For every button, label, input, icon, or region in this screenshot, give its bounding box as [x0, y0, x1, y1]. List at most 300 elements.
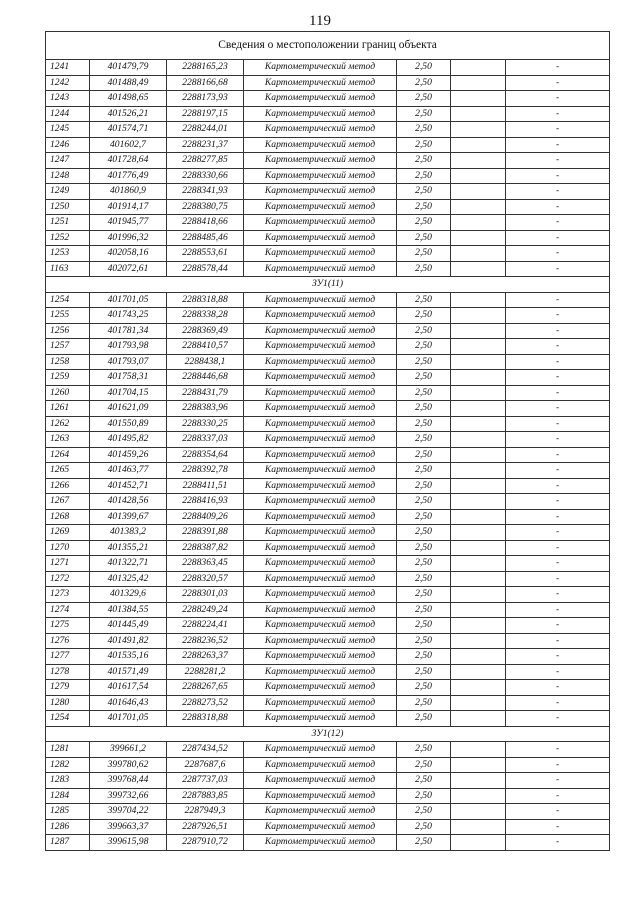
- accuracy-cell: 2,50: [397, 137, 451, 153]
- table-row: [46, 680, 610, 696]
- extra-cell: [451, 432, 506, 448]
- coord-y-cell: 2288338,28: [167, 308, 244, 324]
- method-cell: Картометрический метод: [244, 680, 397, 696]
- coord-y-cell: 2288231,37: [167, 137, 244, 153]
- point-number-cell: 1254: [46, 292, 90, 308]
- extra-cell: [451, 463, 506, 479]
- method-cell: Картометрический метод: [244, 788, 397, 804]
- extra-cell: [451, 292, 506, 308]
- accuracy-cell: 2,50: [397, 649, 451, 665]
- coord-y-cell: 2288173,93: [167, 91, 244, 107]
- point-number-cell: 1242: [46, 75, 90, 91]
- table-row: [46, 633, 610, 649]
- note-cell: -: [506, 649, 610, 665]
- table-row: [46, 463, 610, 479]
- table-body: [46, 32, 610, 851]
- note-cell: -: [506, 308, 610, 324]
- extra-cell: [451, 680, 506, 696]
- table-row: [46, 819, 610, 835]
- method-cell: Картометрический метод: [244, 664, 397, 680]
- coord-y-cell: 2288438,1: [167, 354, 244, 370]
- coord-x-cell: 401646,43: [90, 695, 167, 711]
- note-cell: -: [506, 416, 610, 432]
- note-cell: -: [506, 618, 610, 634]
- method-cell: Картометрический метод: [244, 60, 397, 76]
- coord-y-cell: 2288197,15: [167, 106, 244, 122]
- table-row: [46, 416, 610, 432]
- point-number-cell: 1273: [46, 587, 90, 603]
- coord-x-cell: 399704,22: [90, 804, 167, 820]
- coord-y-cell: 2288409,26: [167, 509, 244, 525]
- accuracy-cell: 2,50: [397, 819, 451, 835]
- accuracy-cell: 2,50: [397, 447, 451, 463]
- extra-cell: [451, 664, 506, 680]
- accuracy-cell: 2,50: [397, 246, 451, 262]
- coord-x-cell: 401776,49: [90, 168, 167, 184]
- coord-x-cell: 401445,49: [90, 618, 167, 634]
- accuracy-cell: 2,50: [397, 695, 451, 711]
- coord-x-cell: 401495,82: [90, 432, 167, 448]
- coord-x-cell: 401383,2: [90, 525, 167, 541]
- extra-cell: [451, 587, 506, 603]
- accuracy-cell: 2,50: [397, 91, 451, 107]
- extra-cell: [451, 509, 506, 525]
- method-cell: Картометрический метод: [244, 215, 397, 231]
- coord-y-cell: 2288337,03: [167, 432, 244, 448]
- note-cell: -: [506, 664, 610, 680]
- note-cell: -: [506, 556, 610, 572]
- note-cell: -: [506, 184, 610, 200]
- coord-y-cell: 2288416,93: [167, 494, 244, 510]
- method-cell: Картометрический метод: [244, 804, 397, 820]
- method-cell: Картометрический метод: [244, 122, 397, 138]
- point-number-cell: 1271: [46, 556, 90, 572]
- extra-cell: [451, 246, 506, 262]
- extra-cell: [451, 416, 506, 432]
- accuracy-cell: 2,50: [397, 571, 451, 587]
- point-number-cell: 1250: [46, 199, 90, 215]
- method-cell: Картометрический метод: [244, 757, 397, 773]
- method-cell: Картометрический метод: [244, 571, 397, 587]
- coord-x-cell: 401743,25: [90, 308, 167, 324]
- coord-y-cell: 2288166,68: [167, 75, 244, 91]
- table-row: [46, 75, 610, 91]
- table-row: [46, 509, 610, 525]
- point-number-cell: 1275: [46, 618, 90, 634]
- table-row: [46, 773, 610, 789]
- table-row: [46, 447, 610, 463]
- note-cell: -: [506, 168, 610, 184]
- point-number-cell: 1267: [46, 494, 90, 510]
- point-number-cell: 1270: [46, 540, 90, 556]
- method-cell: Картометрический метод: [244, 137, 397, 153]
- title-row: [46, 32, 610, 60]
- coord-x-cell: 401526,21: [90, 106, 167, 122]
- method-cell: Картометрический метод: [244, 168, 397, 184]
- coord-x-cell: 401498,65: [90, 91, 167, 107]
- coord-y-cell: 2288392,78: [167, 463, 244, 479]
- method-cell: Картометрический метод: [244, 633, 397, 649]
- accuracy-cell: 2,50: [397, 184, 451, 200]
- accuracy-cell: 2,50: [397, 401, 451, 417]
- table-row: [46, 168, 610, 184]
- coord-y-cell: 2288363,45: [167, 556, 244, 572]
- accuracy-cell: 2,50: [397, 199, 451, 215]
- note-cell: -: [506, 354, 610, 370]
- point-number-cell: 1266: [46, 478, 90, 494]
- table-row: [46, 339, 610, 355]
- accuracy-cell: 2,50: [397, 602, 451, 618]
- table-row: [46, 757, 610, 773]
- coord-y-cell: 2288330,66: [167, 168, 244, 184]
- note-cell: -: [506, 602, 610, 618]
- table-row: [46, 106, 610, 122]
- coord-x-cell: 401329,6: [90, 587, 167, 603]
- coord-x-cell: 401996,32: [90, 230, 167, 246]
- method-cell: Картометрический метод: [244, 463, 397, 479]
- coord-x-cell: 401914,17: [90, 199, 167, 215]
- table-row: [46, 261, 610, 277]
- accuracy-cell: 2,50: [397, 587, 451, 603]
- point-number-cell: 1260: [46, 385, 90, 401]
- method-cell: Картометрический метод: [244, 308, 397, 324]
- coord-y-cell: 2288318,88: [167, 292, 244, 308]
- coord-x-cell: 401399,67: [90, 509, 167, 525]
- accuracy-cell: 2,50: [397, 308, 451, 324]
- point-number-cell: 1255: [46, 308, 90, 324]
- coord-x-cell: 401459,26: [90, 447, 167, 463]
- extra-cell: [451, 370, 506, 386]
- note-cell: -: [506, 447, 610, 463]
- point-number-cell: 1269: [46, 525, 90, 541]
- point-number-cell: 1262: [46, 416, 90, 432]
- note-cell: -: [506, 323, 610, 339]
- note-cell: -: [506, 742, 610, 758]
- coord-y-cell: 2287883,85: [167, 788, 244, 804]
- extra-cell: [451, 106, 506, 122]
- method-cell: Картометрический метод: [244, 432, 397, 448]
- point-number-cell: 1258: [46, 354, 90, 370]
- coord-x-cell: 401621,09: [90, 401, 167, 417]
- point-number-cell: 1243: [46, 91, 90, 107]
- note-cell: -: [506, 401, 610, 417]
- accuracy-cell: 2,50: [397, 742, 451, 758]
- note-cell: -: [506, 292, 610, 308]
- coord-x-cell: 401355,21: [90, 540, 167, 556]
- note-cell: -: [506, 540, 610, 556]
- method-cell: Картометрический метод: [244, 153, 397, 169]
- accuracy-cell: 2,50: [397, 75, 451, 91]
- coord-y-cell: 2288369,49: [167, 323, 244, 339]
- table-row: [46, 354, 610, 370]
- method-cell: Картометрический метод: [244, 184, 397, 200]
- extra-cell: [451, 804, 506, 820]
- point-number-cell: 1279: [46, 680, 90, 696]
- table-row: [46, 91, 610, 107]
- extra-cell: [451, 742, 506, 758]
- method-cell: Картометрический метод: [244, 292, 397, 308]
- table-row: [46, 742, 610, 758]
- coord-y-cell: 2288301,03: [167, 587, 244, 603]
- extra-cell: [451, 819, 506, 835]
- extra-cell: [451, 478, 506, 494]
- table-row: [46, 711, 610, 727]
- accuracy-cell: 2,50: [397, 478, 451, 494]
- method-cell: Картометрический метод: [244, 106, 397, 122]
- extra-cell: [451, 261, 506, 277]
- method-cell: Картометрический метод: [244, 385, 397, 401]
- coord-x-cell: 401452,71: [90, 478, 167, 494]
- coord-y-cell: 2288330,25: [167, 416, 244, 432]
- table-row: [46, 323, 610, 339]
- table-title: Сведения о местоположении границ объекта: [46, 32, 610, 60]
- accuracy-cell: 2,50: [397, 525, 451, 541]
- point-number-cell: 1163: [46, 261, 90, 277]
- extra-cell: [451, 354, 506, 370]
- note-cell: -: [506, 773, 610, 789]
- extra-cell: [451, 385, 506, 401]
- accuracy-cell: 2,50: [397, 323, 451, 339]
- note-cell: -: [506, 91, 610, 107]
- note-cell: -: [506, 463, 610, 479]
- coord-y-cell: 2288277,85: [167, 153, 244, 169]
- coord-y-cell: 2288354,64: [167, 447, 244, 463]
- extra-cell: [451, 60, 506, 76]
- point-number-cell: 1272: [46, 571, 90, 587]
- note-cell: -: [506, 711, 610, 727]
- extra-cell: [451, 323, 506, 339]
- coord-y-cell: 2288418,66: [167, 215, 244, 231]
- extra-cell: [451, 137, 506, 153]
- extra-cell: [451, 618, 506, 634]
- coord-y-cell: 2288553,61: [167, 246, 244, 262]
- coord-x-cell: 401860,9: [90, 184, 167, 200]
- coord-y-cell: 2287910,72: [167, 835, 244, 851]
- coord-x-cell: 401602,7: [90, 137, 167, 153]
- table-row: [46, 618, 610, 634]
- coord-y-cell: 2288281,2: [167, 664, 244, 680]
- method-cell: Картометрический метод: [244, 695, 397, 711]
- coord-y-cell: 2287434,52: [167, 742, 244, 758]
- accuracy-cell: 2,50: [397, 432, 451, 448]
- section-row: [46, 726, 610, 742]
- accuracy-cell: 2,50: [397, 509, 451, 525]
- extra-cell: [451, 122, 506, 138]
- method-cell: Картометрический метод: [244, 835, 397, 851]
- point-number-cell: 1261: [46, 401, 90, 417]
- section-row: [46, 277, 610, 293]
- coord-x-cell: 401491,82: [90, 633, 167, 649]
- accuracy-cell: 2,50: [397, 556, 451, 572]
- point-number-cell: 1276: [46, 633, 90, 649]
- point-number-cell: 1259: [46, 370, 90, 386]
- extra-cell: [451, 215, 506, 231]
- coord-x-cell: 402058,16: [90, 246, 167, 262]
- point-number-cell: 1246: [46, 137, 90, 153]
- note-cell: -: [506, 106, 610, 122]
- coord-y-cell: 2288267,65: [167, 680, 244, 696]
- point-number-cell: 1244: [46, 106, 90, 122]
- note-cell: -: [506, 804, 610, 820]
- accuracy-cell: 2,50: [397, 106, 451, 122]
- method-cell: Картометрический метод: [244, 742, 397, 758]
- method-cell: Картометрический метод: [244, 773, 397, 789]
- table-row: [46, 246, 610, 262]
- table-row: [46, 292, 610, 308]
- boundary-table: [45, 31, 610, 851]
- point-number-cell: 1253: [46, 246, 90, 262]
- note-cell: -: [506, 587, 610, 603]
- point-number-cell: 1257: [46, 339, 90, 355]
- method-cell: Картометрический метод: [244, 556, 397, 572]
- table-row: [46, 664, 610, 680]
- accuracy-cell: 2,50: [397, 153, 451, 169]
- table-row: [46, 649, 610, 665]
- point-number-cell: 1249: [46, 184, 90, 200]
- method-cell: Картометрический метод: [244, 819, 397, 835]
- point-number-cell: 1283: [46, 773, 90, 789]
- extra-cell: [451, 773, 506, 789]
- table-row: [46, 695, 610, 711]
- note-cell: -: [506, 819, 610, 835]
- coord-x-cell: 401571,49: [90, 664, 167, 680]
- coord-x-cell: 402072,61: [90, 261, 167, 277]
- point-number-cell: 1247: [46, 153, 90, 169]
- point-number-cell: 1278: [46, 664, 90, 680]
- table-row: [46, 137, 610, 153]
- point-number-cell: 1284: [46, 788, 90, 804]
- extra-cell: [451, 153, 506, 169]
- point-number-cell: 1251: [46, 215, 90, 231]
- table-row: [46, 153, 610, 169]
- note-cell: -: [506, 246, 610, 262]
- coord-x-cell: 401384,55: [90, 602, 167, 618]
- method-cell: Картометрический метод: [244, 339, 397, 355]
- accuracy-cell: 2,50: [397, 215, 451, 231]
- extra-cell: [451, 447, 506, 463]
- section-label: ЗУ1(12): [46, 726, 610, 742]
- method-cell: Картометрический метод: [244, 525, 397, 541]
- table-row: [46, 215, 610, 231]
- extra-cell: [451, 711, 506, 727]
- table-row: [46, 525, 610, 541]
- accuracy-cell: 2,50: [397, 354, 451, 370]
- table-row: [46, 602, 610, 618]
- accuracy-cell: 2,50: [397, 339, 451, 355]
- coord-y-cell: 2287926,51: [167, 819, 244, 835]
- point-number-cell: 1252: [46, 230, 90, 246]
- method-cell: Картометрический метод: [244, 323, 397, 339]
- coord-y-cell: 2288273,52: [167, 695, 244, 711]
- note-cell: -: [506, 494, 610, 510]
- coord-x-cell: 401758,31: [90, 370, 167, 386]
- point-number-cell: 1264: [46, 447, 90, 463]
- coord-y-cell: 2288236,52: [167, 633, 244, 649]
- accuracy-cell: 2,50: [397, 711, 451, 727]
- table-row: [46, 804, 610, 820]
- accuracy-cell: 2,50: [397, 385, 451, 401]
- point-number-cell: 1265: [46, 463, 90, 479]
- coord-y-cell: 2287949,3: [167, 804, 244, 820]
- coord-y-cell: 2288410,57: [167, 339, 244, 355]
- method-cell: Картометрический метод: [244, 354, 397, 370]
- accuracy-cell: 2,50: [397, 261, 451, 277]
- note-cell: -: [506, 525, 610, 541]
- note-cell: -: [506, 75, 610, 91]
- table-row: [46, 370, 610, 386]
- note-cell: -: [506, 339, 610, 355]
- extra-cell: [451, 230, 506, 246]
- coord-x-cell: 401535,16: [90, 649, 167, 665]
- coord-y-cell: 2288431,79: [167, 385, 244, 401]
- method-cell: Картометрический метод: [244, 401, 397, 417]
- coord-y-cell: 2288446,68: [167, 370, 244, 386]
- note-cell: -: [506, 137, 610, 153]
- note-cell: -: [506, 261, 610, 277]
- table-row: [46, 199, 610, 215]
- accuracy-cell: 2,50: [397, 292, 451, 308]
- accuracy-cell: 2,50: [397, 60, 451, 76]
- note-cell: -: [506, 788, 610, 804]
- extra-cell: [451, 602, 506, 618]
- table-row: [46, 60, 610, 76]
- accuracy-cell: 2,50: [397, 230, 451, 246]
- extra-cell: [451, 540, 506, 556]
- note-cell: -: [506, 695, 610, 711]
- point-number-cell: 1274: [46, 602, 90, 618]
- method-cell: Картометрический метод: [244, 618, 397, 634]
- coord-x-cell: 401322,71: [90, 556, 167, 572]
- table-row: [46, 230, 610, 246]
- coord-x-cell: 401428,56: [90, 494, 167, 510]
- coord-x-cell: 401945,77: [90, 215, 167, 231]
- table-row: [46, 835, 610, 851]
- table-row: [46, 494, 610, 510]
- accuracy-cell: 2,50: [397, 788, 451, 804]
- point-number-cell: 1287: [46, 835, 90, 851]
- accuracy-cell: 2,50: [397, 835, 451, 851]
- extra-cell: [451, 339, 506, 355]
- note-cell: -: [506, 680, 610, 696]
- coord-y-cell: 2288391,88: [167, 525, 244, 541]
- coord-x-cell: 401463,77: [90, 463, 167, 479]
- extra-cell: [451, 184, 506, 200]
- method-cell: Картометрический метод: [244, 478, 397, 494]
- extra-cell: [451, 308, 506, 324]
- note-cell: -: [506, 835, 610, 851]
- extra-cell: [451, 168, 506, 184]
- coord-y-cell: 2288411,51: [167, 478, 244, 494]
- coord-x-cell: 401574,71: [90, 122, 167, 138]
- coord-x-cell: 401488,49: [90, 75, 167, 91]
- note-cell: -: [506, 60, 610, 76]
- accuracy-cell: 2,50: [397, 773, 451, 789]
- coord-x-cell: 401728,64: [90, 153, 167, 169]
- coord-x-cell: 399661,2: [90, 742, 167, 758]
- section-label: ЗУ1(11): [46, 277, 610, 293]
- coord-y-cell: 2288387,82: [167, 540, 244, 556]
- accuracy-cell: 2,50: [397, 633, 451, 649]
- extra-cell: [451, 91, 506, 107]
- point-number-cell: 1268: [46, 509, 90, 525]
- coord-x-cell: 399780,62: [90, 757, 167, 773]
- point-number-cell: 1285: [46, 804, 90, 820]
- note-cell: -: [506, 509, 610, 525]
- coord-x-cell: 401781,34: [90, 323, 167, 339]
- coord-x-cell: 399615,98: [90, 835, 167, 851]
- accuracy-cell: 2,50: [397, 463, 451, 479]
- point-number-cell: 1241: [46, 60, 90, 76]
